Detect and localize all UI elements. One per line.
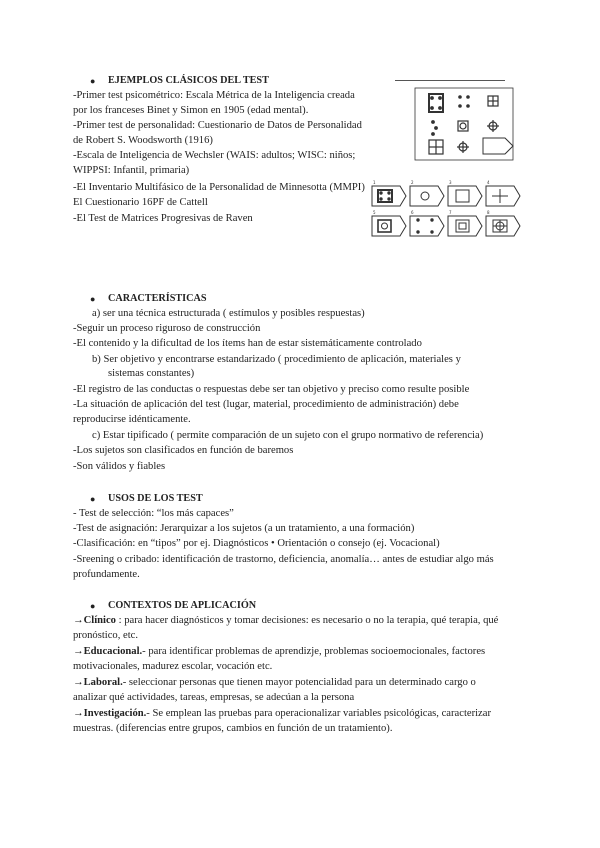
answer-number: 8	[487, 210, 490, 215]
text-line: -Los sujetos son clasificados en función de baremos	[73, 445, 294, 456]
section-heading-caracteristicas: CARACTERÍSTICAS	[108, 293, 207, 304]
context-line	[73, 659, 272, 675]
context-label: →Clínico	[73, 615, 116, 626]
answer-number: 2	[411, 180, 414, 185]
text-line: -El registro de las conductas o respuestas debe ser tan objetivo y preciso como resulte posible	[73, 384, 470, 395]
context-text: muestras. (diferencias entre grupos, cambios en función de un tratamiento).	[73, 723, 393, 734]
bullet-icon: ●	[90, 601, 96, 611]
text-line: -Primer test de personalidad: Cuestionario de Datos de Personalidad	[73, 120, 362, 131]
list-item-b: b) Ser objetivo y encontrarse estandarizado ( procedimiento de aplicación, materiales y	[92, 354, 461, 365]
context-text: - seleccionar personas que tienen mayor potencialidad para un determinado cargo o	[122, 677, 476, 688]
section-heading-usos: USOS DE LOS TEST	[108, 493, 203, 504]
figure-divider	[395, 80, 505, 81]
context-line	[73, 613, 498, 629]
context-line	[73, 644, 485, 660]
answer-number: 4	[487, 180, 490, 185]
text-line: profundamente.	[73, 569, 140, 580]
answer-number: 7	[449, 210, 452, 215]
answer-number: 3	[449, 180, 452, 185]
text-line: -Escala de Inteligencia de Wechsler (WAIS: adultos; WISC: niños;	[73, 150, 356, 161]
section-heading-ejemplos: EJEMPLOS CLÁSICOS DEL TEST	[108, 75, 269, 86]
text-line: -Seguir un proceso riguroso de construcción	[73, 323, 261, 334]
list-item-c: c) Estar tipificado ( permite comparación de un sujeto con el grupo normativo de referencia)	[92, 430, 484, 441]
context-line	[73, 690, 354, 706]
bullet-icon: ●	[90, 294, 96, 304]
text-line: -La situación de aplicación del test (lugar, material, procedimiento de administración) debe	[73, 399, 459, 410]
context-line	[73, 721, 392, 737]
answer-number: 6	[411, 210, 414, 215]
raven-matrix-figure	[393, 84, 523, 166]
text-line: reproducirse idénticamente.	[73, 414, 191, 425]
bullet-icon: ●	[90, 76, 96, 86]
text-line: -Sreening o cribado: identificación de trastorno, deficiencia, anomalía… antes de estudiar algo más	[73, 554, 494, 565]
raven-answer-options	[370, 176, 525, 242]
context-text: motivacionales, madurez escolar, vocación etc.	[73, 661, 273, 672]
text-line: -El Test de Matrices Progresivas de Raven	[73, 213, 253, 224]
context-text: - Se emplean las pruebas para operacionalizar variables psicológicas, caracterizar	[146, 708, 491, 719]
text-line: - Test de selección: “los más capaces”	[73, 508, 234, 519]
section-heading-contextos: CONTEXTOS DE APLICACIÓN	[108, 600, 257, 611]
text-line: -El Inventario Multifásico de la Personalidad de Minnesotta (MMPI)	[73, 182, 365, 193]
text-line: -Primer test psicométrico: Escala Métrica de la Inteligencia creada	[73, 90, 355, 101]
text-line: -El contenido y la dificultad de los ítems han de estar sistemáticamente controlado	[73, 338, 422, 349]
context-text: - para identificar problemas de aprendizje, problemas socioemocionales, factores	[142, 646, 486, 657]
text-line: -Son válidos y fiables	[73, 461, 166, 472]
context-label: →Laboral.	[73, 677, 123, 688]
context-line	[73, 628, 138, 644]
context-text: : para hacer diagnósticos y tomar decisiones: es necesario o no la terapia, qué terapia, qué	[115, 615, 499, 626]
text-line: -Test de asignación: Jerarquizar a los sujetos (a un tratamiento, a una formación)	[73, 523, 415, 534]
text-line: -Clasificación: en “tipos” por ej. Diagnósticos • Orientación o consejo (ej. Vocacional)	[73, 538, 440, 549]
context-text: analizar qué actividades, tareas, empresas, se adecúan a la persona	[73, 692, 355, 703]
text-line: El Cuestionario 16PF de Cattell	[73, 197, 208, 208]
text-line: WIPPSI: Infantil, primaria)	[73, 165, 190, 176]
context-line	[73, 706, 491, 722]
text-line: por los franceses Binet y Simon en 1905 (edad mental).	[73, 105, 309, 116]
answer-number: 1	[373, 180, 376, 185]
text-line: de Robert S. Woodsworth (1916)	[73, 135, 213, 146]
context-text: pronóstico, etc.	[73, 630, 139, 641]
bullet-icon: ●	[90, 494, 96, 504]
text-line: sistemas constantes)	[108, 368, 195, 379]
context-label: →Investigación.	[73, 708, 147, 719]
context-label: →Educacional.	[73, 646, 143, 657]
context-line	[73, 675, 476, 691]
answer-number: 5	[373, 210, 376, 215]
list-item-a: a) ser una técnica estructurada ( estímulos y posibles respuestas)	[92, 308, 365, 319]
